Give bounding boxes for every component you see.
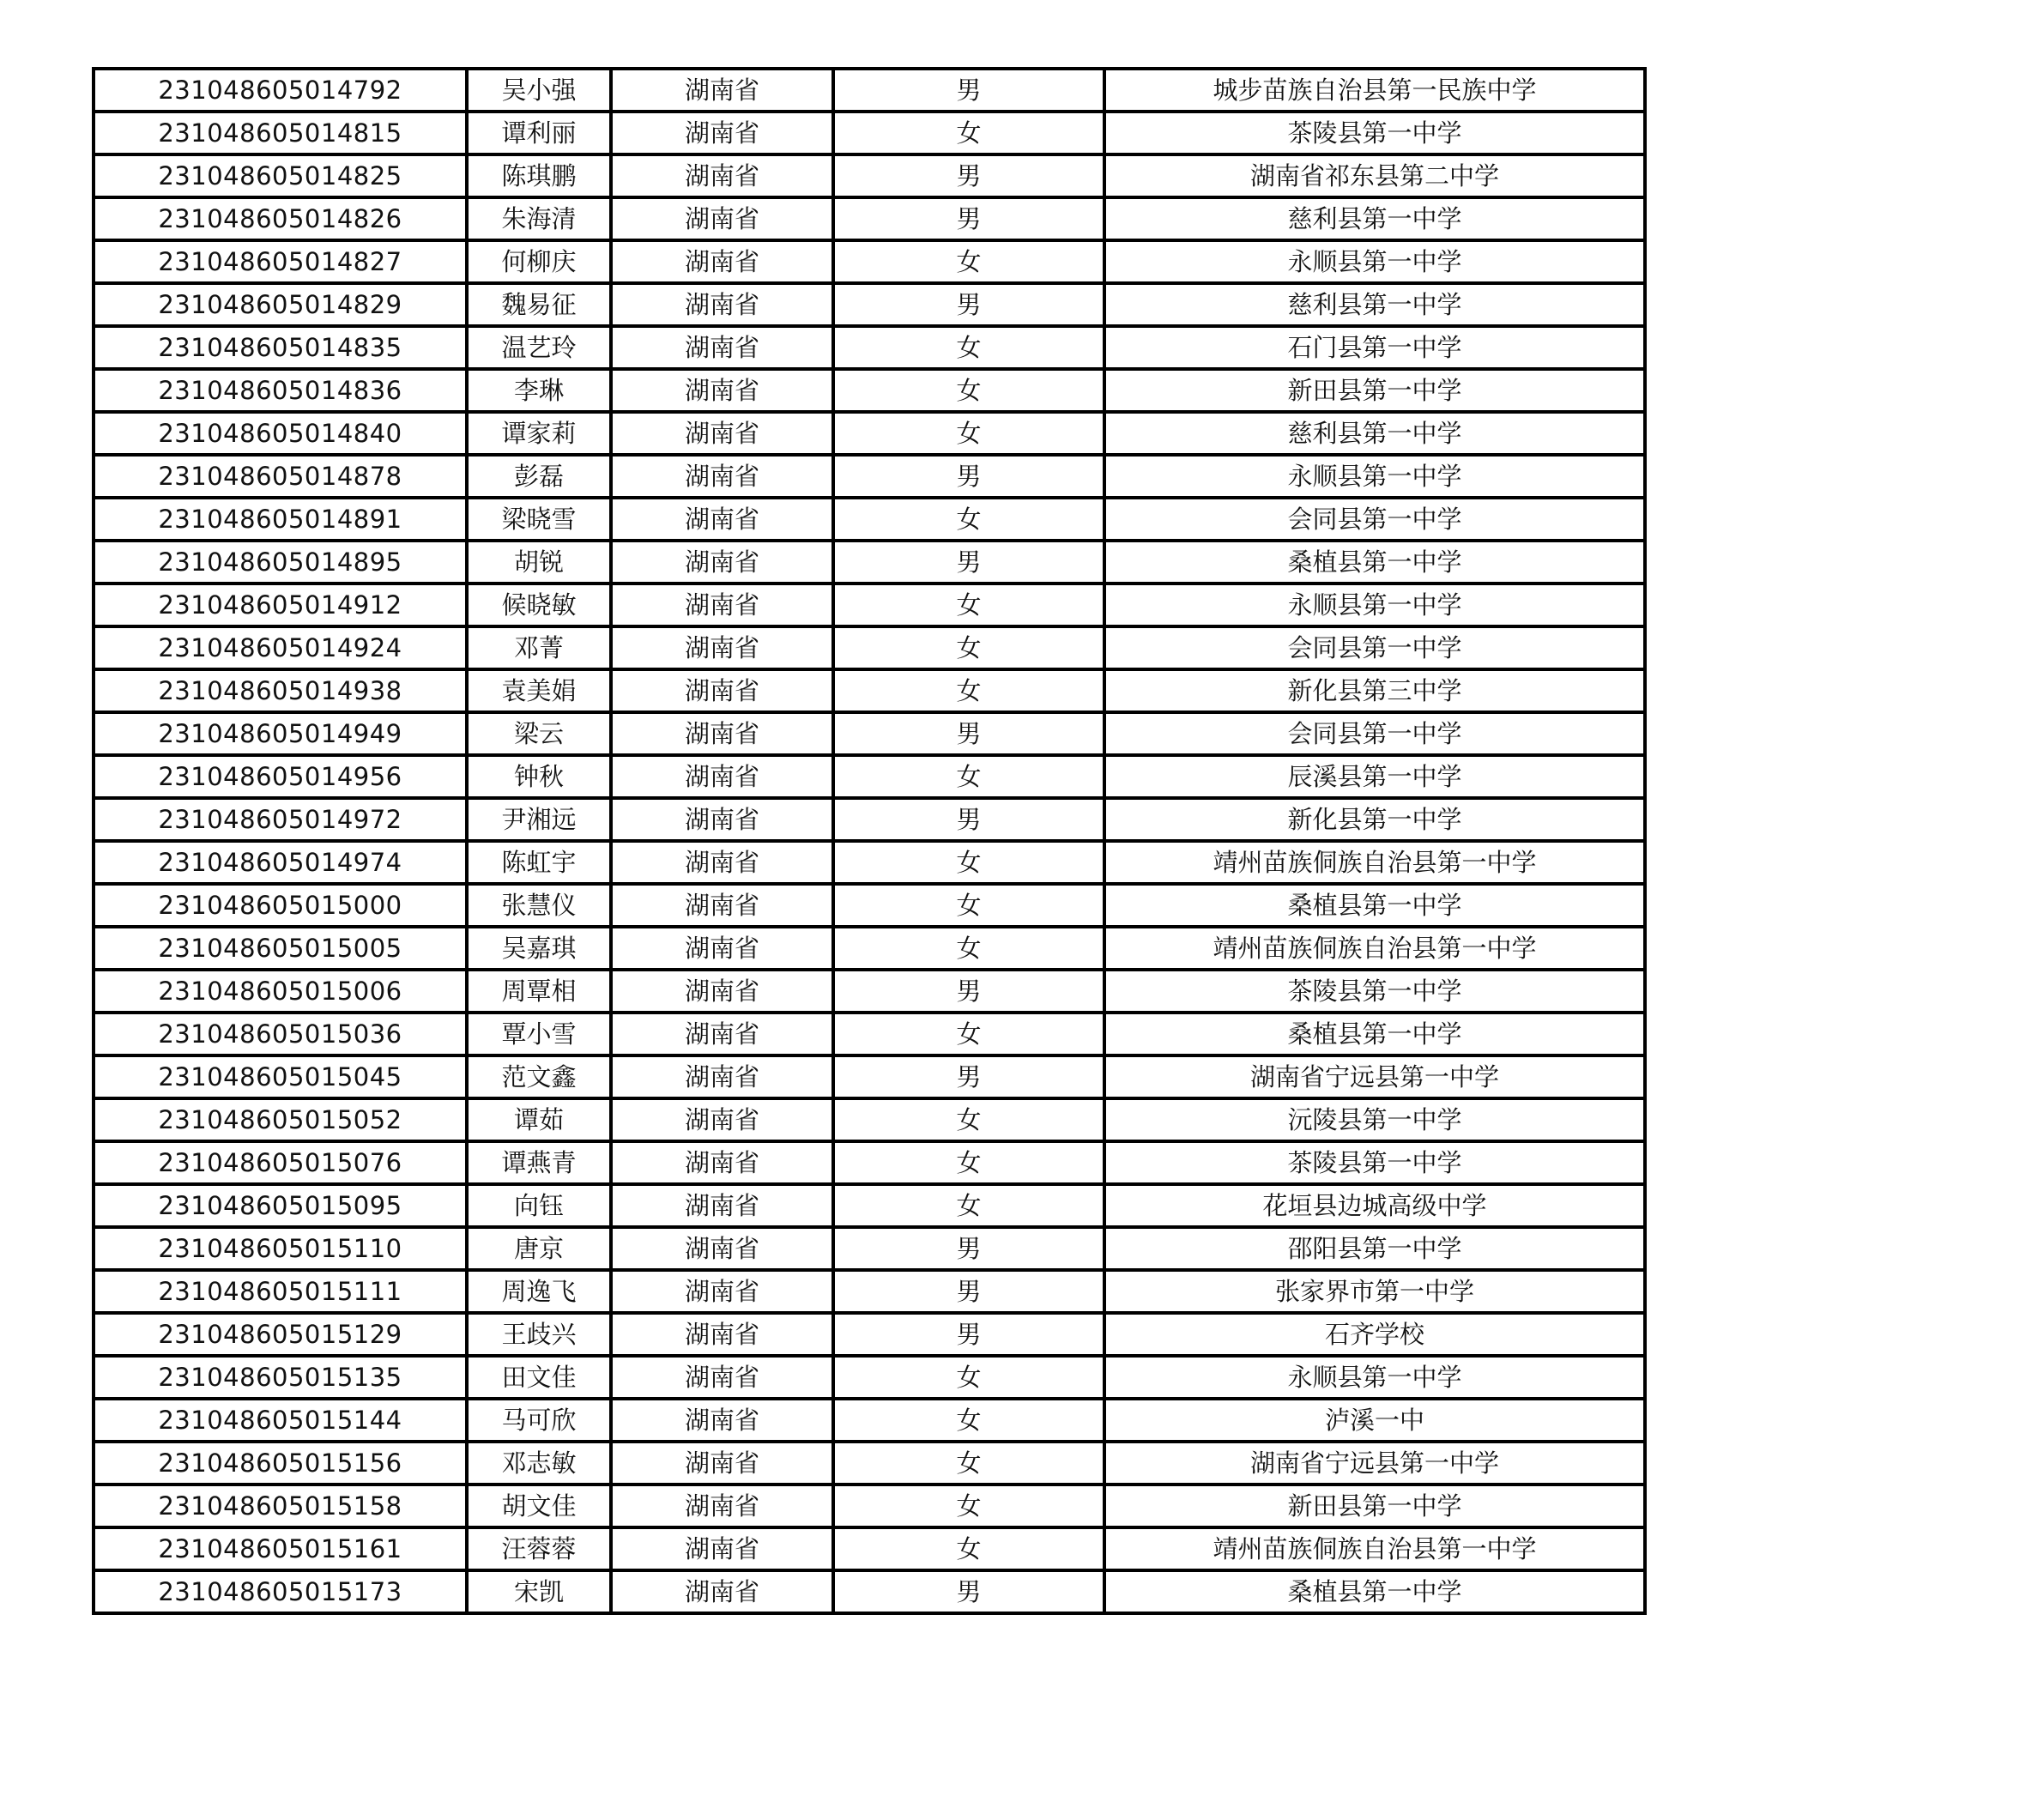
province-cell: 湖南省: [611, 197, 833, 240]
school-cell: 慈利县第一中学: [1104, 197, 1645, 240]
school-cell: 永顺县第一中学: [1104, 584, 1645, 626]
exam-id-cell: 231048605014825: [94, 154, 467, 197]
exam-id-cell: 231048605015158: [94, 1485, 467, 1527]
exam-id-cell: 231048605014792: [94, 69, 467, 112]
school-cell: 泸溪一中: [1104, 1399, 1645, 1442]
province-cell: 湖南省: [611, 1527, 833, 1570]
exam-id-cell: 231048605015156: [94, 1442, 467, 1485]
school-cell: 石门县第一中学: [1104, 326, 1645, 369]
name-cell: 彭磊: [467, 455, 611, 498]
sex-cell: 男: [833, 1270, 1104, 1313]
table-row: [94, 240, 1645, 283]
province-cell: 湖南省: [611, 541, 833, 584]
name-cell: 吴小强: [467, 69, 611, 112]
table-row: [94, 927, 1645, 970]
table-row: [94, 1485, 1645, 1527]
school-cell: 永顺县第一中学: [1104, 240, 1645, 283]
table-row: [94, 154, 1645, 197]
exam-id-cell: 231048605015045: [94, 1055, 467, 1098]
school-cell: 新化县第一中学: [1104, 798, 1645, 841]
school-cell: 慈利县第一中学: [1104, 283, 1645, 326]
table-row: [94, 841, 1645, 884]
sex-cell: 男: [833, 1055, 1104, 1098]
sex-cell: 男: [833, 197, 1104, 240]
province-cell: 湖南省: [611, 626, 833, 669]
school-cell: 新田县第一中学: [1104, 1485, 1645, 1527]
province-cell: 湖南省: [611, 412, 833, 455]
exam-id-cell: 231048605014938: [94, 669, 467, 712]
exam-id-cell: 231048605014826: [94, 197, 467, 240]
school-cell: 湖南省祁东县第二中学: [1104, 154, 1645, 197]
sex-cell: 女: [833, 669, 1104, 712]
name-cell: 何柳庆: [467, 240, 611, 283]
name-cell: 李琳: [467, 369, 611, 412]
sex-cell: 女: [833, 369, 1104, 412]
name-cell: 朱海清: [467, 197, 611, 240]
school-cell: 石齐学校: [1104, 1313, 1645, 1356]
exam-id-cell: 231048605014912: [94, 584, 467, 626]
exam-id-cell: 231048605015052: [94, 1098, 467, 1141]
name-cell: 范文鑫: [467, 1055, 611, 1098]
province-cell: 湖南省: [611, 369, 833, 412]
name-cell: 马可欣: [467, 1399, 611, 1442]
table-row: [94, 455, 1645, 498]
school-cell: 靖州苗族侗族自治县第一中学: [1104, 1527, 1645, 1570]
province-cell: 湖南省: [611, 584, 833, 626]
sex-cell: 女: [833, 1098, 1104, 1141]
table-row: [94, 69, 1645, 112]
table-row: [94, 712, 1645, 755]
province-cell: 湖南省: [611, 1098, 833, 1141]
school-cell: 茶陵县第一中学: [1104, 970, 1645, 1013]
table-row: [94, 1399, 1645, 1442]
exam-id-cell: 231048605015110: [94, 1227, 467, 1270]
exam-id-cell: 231048605014972: [94, 798, 467, 841]
name-cell: 袁美娟: [467, 669, 611, 712]
sex-cell: 女: [833, 884, 1104, 927]
province-cell: 湖南省: [611, 841, 833, 884]
sex-cell: 男: [833, 970, 1104, 1013]
table-row: [94, 326, 1645, 369]
table-row: [94, 197, 1645, 240]
exam-id-cell: 231048605015173: [94, 1570, 467, 1613]
name-cell: 胡文佳: [467, 1485, 611, 1527]
table-row: [94, 1013, 1645, 1055]
exam-id-cell: 231048605015129: [94, 1313, 467, 1356]
province-cell: 湖南省: [611, 669, 833, 712]
sex-cell: 女: [833, 1141, 1104, 1184]
school-cell: 辰溪县第一中学: [1104, 755, 1645, 798]
sex-cell: 男: [833, 1313, 1104, 1356]
sex-cell: 男: [833, 1570, 1104, 1613]
name-cell: 邓菁: [467, 626, 611, 669]
school-cell: 桑植县第一中学: [1104, 1570, 1645, 1613]
table-row: [94, 584, 1645, 626]
province-cell: 湖南省: [611, 1227, 833, 1270]
exam-id-cell: 231048605015005: [94, 927, 467, 970]
name-cell: 汪蓉蓉: [467, 1527, 611, 1570]
province-cell: 湖南省: [611, 283, 833, 326]
province-cell: 湖南省: [611, 712, 833, 755]
name-cell: 周覃相: [467, 970, 611, 1013]
exam-id-cell: 231048605015144: [94, 1399, 467, 1442]
roster-body: [94, 69, 1645, 1613]
exam-id-cell: 231048605014949: [94, 712, 467, 755]
table-row: [94, 498, 1645, 541]
table-row: [94, 884, 1645, 927]
sex-cell: 女: [833, 626, 1104, 669]
table-row: [94, 755, 1645, 798]
exam-id-cell: 231048605015076: [94, 1141, 467, 1184]
exam-id-cell: 231048605015006: [94, 970, 467, 1013]
school-cell: 张家界市第一中学: [1104, 1270, 1645, 1313]
sex-cell: 男: [833, 154, 1104, 197]
province-cell: 湖南省: [611, 1270, 833, 1313]
table-row: [94, 1313, 1645, 1356]
sex-cell: 女: [833, 1399, 1104, 1442]
sex-cell: 女: [833, 326, 1104, 369]
table-row: [94, 1141, 1645, 1184]
name-cell: 覃小雪: [467, 1013, 611, 1055]
exam-id-cell: 231048605014815: [94, 112, 467, 154]
province-cell: 湖南省: [611, 1399, 833, 1442]
exam-id-cell: 231048605014974: [94, 841, 467, 884]
name-cell: 胡锐: [467, 541, 611, 584]
sex-cell: 女: [833, 841, 1104, 884]
school-cell: 永顺县第一中学: [1104, 1356, 1645, 1399]
name-cell: 魏易征: [467, 283, 611, 326]
school-cell: 沅陵县第一中学: [1104, 1098, 1645, 1141]
school-cell: 桑植县第一中学: [1104, 884, 1645, 927]
sex-cell: 女: [833, 584, 1104, 626]
sex-cell: 女: [833, 1527, 1104, 1570]
province-cell: 湖南省: [611, 1356, 833, 1399]
school-cell: 湖南省宁远县第一中学: [1104, 1442, 1645, 1485]
sex-cell: 男: [833, 455, 1104, 498]
exam-id-cell: 231048605014878: [94, 455, 467, 498]
exam-id-cell: 231048605015095: [94, 1184, 467, 1227]
province-cell: 湖南省: [611, 326, 833, 369]
table-row: [94, 541, 1645, 584]
school-cell: 新田县第一中学: [1104, 369, 1645, 412]
exam-id-cell: 231048605014840: [94, 412, 467, 455]
table-row: [94, 1270, 1645, 1313]
province-cell: 湖南省: [611, 927, 833, 970]
sex-cell: 女: [833, 1485, 1104, 1527]
school-cell: 邵阳县第一中学: [1104, 1227, 1645, 1270]
school-cell: 新化县第三中学: [1104, 669, 1645, 712]
name-cell: 田文佳: [467, 1356, 611, 1399]
table-row: [94, 1184, 1645, 1227]
school-cell: 茶陵县第一中学: [1104, 1141, 1645, 1184]
name-cell: 谭家莉: [467, 412, 611, 455]
sex-cell: 女: [833, 1013, 1104, 1055]
table-row: [94, 798, 1645, 841]
school-cell: 茶陵县第一中学: [1104, 112, 1645, 154]
name-cell: 周逸飞: [467, 1270, 611, 1313]
exam-id-cell: 231048605014924: [94, 626, 467, 669]
province-cell: 湖南省: [611, 1141, 833, 1184]
sex-cell: 女: [833, 755, 1104, 798]
name-cell: 尹湘远: [467, 798, 611, 841]
province-cell: 湖南省: [611, 1313, 833, 1356]
exam-id-cell: 231048605015036: [94, 1013, 467, 1055]
exam-id-cell: 231048605014895: [94, 541, 467, 584]
name-cell: 陈琪鹏: [467, 154, 611, 197]
name-cell: 邓志敏: [467, 1442, 611, 1485]
province-cell: 湖南省: [611, 755, 833, 798]
name-cell: 唐京: [467, 1227, 611, 1270]
name-cell: 梁云: [467, 712, 611, 755]
province-cell: 湖南省: [611, 1442, 833, 1485]
name-cell: 谭利丽: [467, 112, 611, 154]
student-roster-table: [92, 67, 1647, 1615]
school-cell: 桑植县第一中学: [1104, 1013, 1645, 1055]
sex-cell: 女: [833, 1356, 1104, 1399]
table-row: [94, 1442, 1645, 1485]
exam-id-cell: 231048605014956: [94, 755, 467, 798]
province-cell: 湖南省: [611, 69, 833, 112]
exam-id-cell: 231048605015135: [94, 1356, 467, 1399]
province-cell: 湖南省: [611, 112, 833, 154]
school-cell: 会同县第一中学: [1104, 712, 1645, 755]
province-cell: 湖南省: [611, 455, 833, 498]
sex-cell: 女: [833, 240, 1104, 283]
school-cell: 湖南省宁远县第一中学: [1104, 1055, 1645, 1098]
table-row: [94, 1570, 1645, 1613]
name-cell: 候晓敏: [467, 584, 611, 626]
province-cell: 湖南省: [611, 154, 833, 197]
school-cell: 慈利县第一中学: [1104, 412, 1645, 455]
table-row: [94, 412, 1645, 455]
name-cell: 宋凯: [467, 1570, 611, 1613]
exam-id-cell: 231048605014835: [94, 326, 467, 369]
school-cell: 会同县第一中学: [1104, 498, 1645, 541]
name-cell: 钟秋: [467, 755, 611, 798]
province-cell: 湖南省: [611, 1055, 833, 1098]
exam-id-cell: 231048605014827: [94, 240, 467, 283]
exam-id-cell: 231048605015000: [94, 884, 467, 927]
school-cell: 靖州苗族侗族自治县第一中学: [1104, 841, 1645, 884]
province-cell: 湖南省: [611, 798, 833, 841]
name-cell: 谭燕青: [467, 1141, 611, 1184]
sex-cell: 女: [833, 1442, 1104, 1485]
province-cell: 湖南省: [611, 970, 833, 1013]
school-cell: 城步苗族自治县第一民族中学: [1104, 69, 1645, 112]
sex-cell: 女: [833, 498, 1104, 541]
name-cell: 吴嘉琪: [467, 927, 611, 970]
province-cell: 湖南省: [611, 884, 833, 927]
table-row: [94, 1055, 1645, 1098]
sex-cell: 男: [833, 798, 1104, 841]
sex-cell: 男: [833, 541, 1104, 584]
name-cell: 张慧仪: [467, 884, 611, 927]
table-row: [94, 369, 1645, 412]
province-cell: 湖南省: [611, 1485, 833, 1527]
sex-cell: 女: [833, 112, 1104, 154]
sex-cell: 男: [833, 69, 1104, 112]
name-cell: 陈虹宇: [467, 841, 611, 884]
table-row: [94, 1356, 1645, 1399]
table-row: [94, 283, 1645, 326]
sex-cell: 女: [833, 1184, 1104, 1227]
exam-id-cell: 231048605014891: [94, 498, 467, 541]
school-cell: 靖州苗族侗族自治县第一中学: [1104, 927, 1645, 970]
table-row: [94, 112, 1645, 154]
name-cell: 谭茹: [467, 1098, 611, 1141]
school-cell: 桑植县第一中学: [1104, 541, 1645, 584]
sex-cell: 男: [833, 1227, 1104, 1270]
name-cell: 温艺玲: [467, 326, 611, 369]
name-cell: 梁晓雪: [467, 498, 611, 541]
table-row: [94, 970, 1645, 1013]
sex-cell: 女: [833, 412, 1104, 455]
province-cell: 湖南省: [611, 240, 833, 283]
table-row: [94, 669, 1645, 712]
exam-id-cell: 231048605014836: [94, 369, 467, 412]
sex-cell: 男: [833, 712, 1104, 755]
exam-id-cell: 231048605014829: [94, 283, 467, 326]
school-cell: 永顺县第一中学: [1104, 455, 1645, 498]
table-row: [94, 626, 1645, 669]
exam-id-cell: 231048605015111: [94, 1270, 467, 1313]
school-cell: 花垣县边城高级中学: [1104, 1184, 1645, 1227]
name-cell: 向钰: [467, 1184, 611, 1227]
table-row: [94, 1098, 1645, 1141]
sex-cell: 男: [833, 283, 1104, 326]
table-row: [94, 1527, 1645, 1570]
province-cell: 湖南省: [611, 1570, 833, 1613]
province-cell: 湖南省: [611, 1013, 833, 1055]
exam-id-cell: 231048605015161: [94, 1527, 467, 1570]
province-cell: 湖南省: [611, 1184, 833, 1227]
province-cell: 湖南省: [611, 498, 833, 541]
sex-cell: 女: [833, 927, 1104, 970]
school-cell: 会同县第一中学: [1104, 626, 1645, 669]
table-row: [94, 1227, 1645, 1270]
name-cell: 王歧兴: [467, 1313, 611, 1356]
